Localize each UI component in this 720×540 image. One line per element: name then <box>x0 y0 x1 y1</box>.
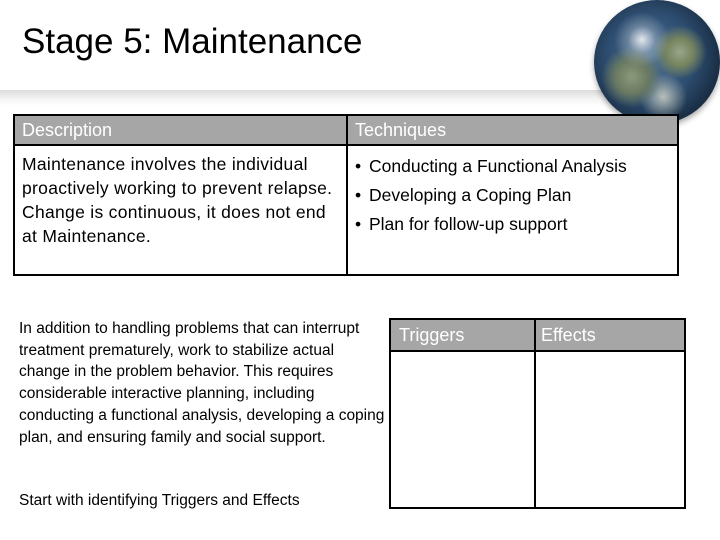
technique-label: Developing a Coping Plan <box>369 185 572 205</box>
triggers-cell[interactable] <box>391 352 534 507</box>
triggers-header: Triggers <box>399 325 465 345</box>
title-divider <box>0 90 680 106</box>
effects-cell[interactable] <box>536 352 684 507</box>
te-header-row <box>391 320 684 352</box>
techniques-header: Techniques <box>355 120 447 140</box>
list-item: • Conducting a Functional Analysis <box>355 156 627 176</box>
technique-label: Plan for follow-up support <box>369 214 568 234</box>
column-divider <box>346 116 348 274</box>
body-paragraph: In addition to handling problems that can interrupt treatment prematurely, work to stabilize actual change in the problem behavior. This requires considerable interactive planning, including conducting a functional analysis, developing a coping plan, and ensuring family and social support. <box>19 320 385 446</box>
description-header: Description <box>22 120 113 140</box>
globe-icon <box>594 0 720 124</box>
list-item: • Plan for follow-up support <box>355 214 568 234</box>
instruction-text: Start with identifying Triggers and Effects <box>19 492 300 509</box>
technique-label: Conducting a Functional Analysis <box>369 156 627 176</box>
list-item: • Developing a Coping Plan <box>355 185 572 205</box>
triggers-effects-table <box>389 318 686 509</box>
effects-header: Effects <box>541 325 596 345</box>
techniques-list <box>355 152 677 239</box>
description-cell: Maintenance involves the individual proactively working to prevent relapse. Change is continuous, it does not end at Maintenance. <box>22 154 333 246</box>
slide-title: Stage 5: Maintenance <box>22 22 363 61</box>
stage-table <box>13 114 679 276</box>
